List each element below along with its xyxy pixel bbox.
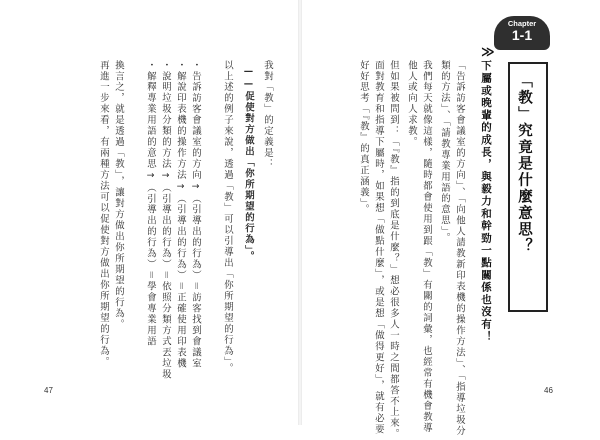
left-bullet-3: ・說明垃圾分類的方法→（引導出的行為）＝依照分類方式丟垃圾 [160,60,171,381]
left-paragraph-2: ——促使對方做出「你所期望的行為」。 [243,66,254,263]
right-page [302,0,600,425]
section-title: 「教」究竟是什麼意思？ [516,73,532,255]
chapter-badge [494,16,550,50]
left-page [0,0,298,425]
page-number-left: 47 [44,386,53,395]
chapter-label: Chapter [507,19,537,28]
left-bullet-4: ・解釋專業用語的意思→（引導出的行為）＝學會專業用語 [145,60,156,348]
title-box [508,62,548,312]
right-paragraph-3: 但如果被問到：「『教』指的到底是什麼？」想必很多人一時之間都答不上來。 [388,60,399,440]
left-paragraph-5: 再進一步來看，有兩種方法可以促使對方做出你所期望的行為。 [98,60,109,368]
right-paragraph-1a: 「告訴訪客會議室的方向」、「向他人請教新印表機的操作方法」、「指導垃圾分 [454,60,465,437]
page-number-right: 46 [544,386,553,395]
right-paragraph-2b: 他人或向人求教。 [406,60,417,148]
left-bullet-2: ・解說印表機的操作方法→（引導出的行為）＝正確使用印表機 [175,60,186,370]
right-paragraph-2a: 我們每天就像這樣，隨時都會使用到跟「教」有關的詞彙，也經常有機會教導 [421,60,432,434]
left-paragraph-1: 我對「教」的定義是： [262,60,273,170]
chapter-number: 1-1 [511,27,533,43]
left-bullet-1: ・告訴訪客會議室的方向→（引導出的行為）＝訪客找到會議室 [190,60,201,370]
right-paragraph-4b: 好好思考「『教』的真正涵義」。 [358,60,369,216]
right-paragraph-4a: 面對教育和指導下屬時，如果想「做點什麼」，或是想「做得更好」，就有必要 [373,60,384,436]
left-paragraph-4: 換言之，就是透過「教」，讓對方做出你所期望的行為。 [113,60,124,331]
left-paragraph-3: 以上述的例子來說，透過「教」可以引導出「你所期望的行為」。 [222,60,233,375]
subheading: 下屬或晚輩的成長，與毅力和幹勁一點關係也沒有！ [480,60,492,343]
right-paragraph-1b: 類的方法」、「請教專業用語的意思」。 [439,60,450,244]
double-chevron-icon: ≫ [481,45,495,60]
